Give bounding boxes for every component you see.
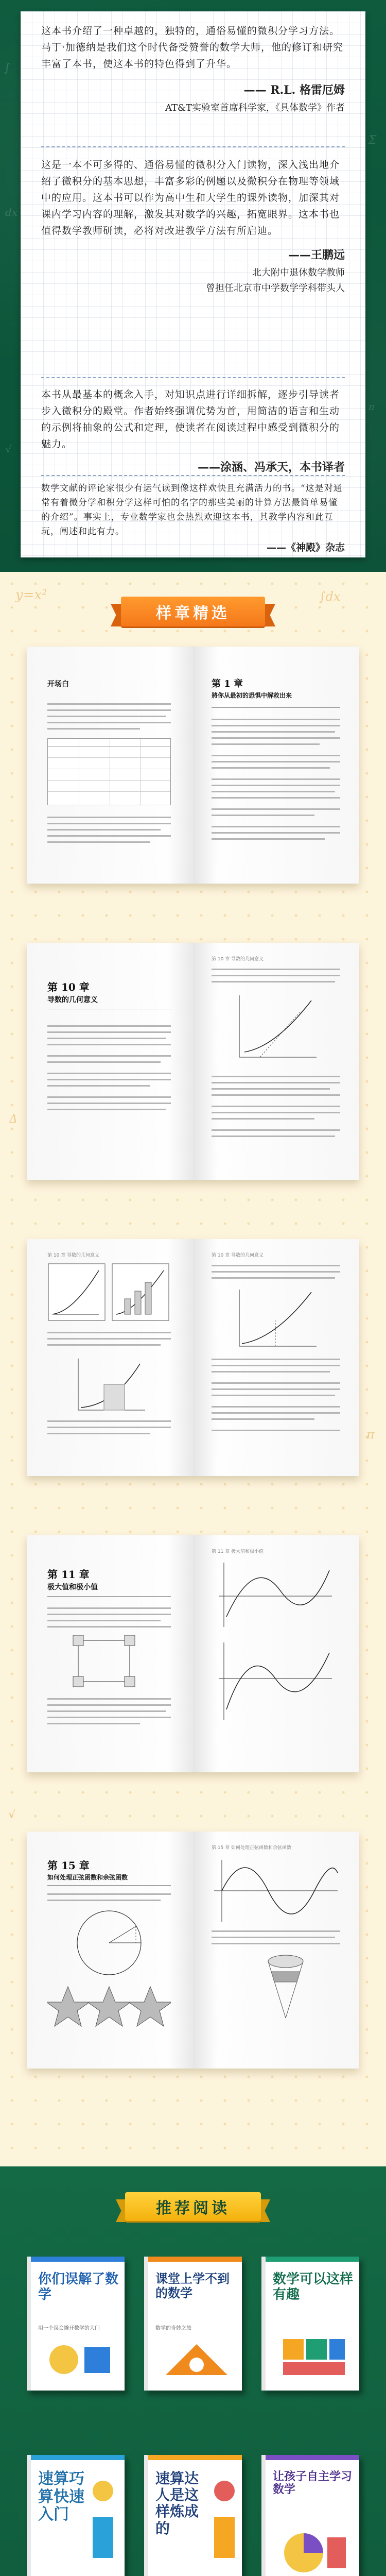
sample-spread-5 (27, 1832, 359, 2069)
book-cover-art (209, 2476, 240, 2576)
book-cover-art (278, 2334, 350, 2380)
chapter-title: 如何处理正弦函数和余弦函数 (47, 1874, 128, 1881)
book-cover-art (43, 2339, 115, 2380)
reviewer-name: ——涂涵、冯承天，本书译者 (197, 461, 345, 474)
book-title: 课堂上学不到的数学 (155, 2272, 230, 2300)
reviewer-role: AT&T实验室首席科学家，《具体数学》作者 (165, 103, 345, 113)
running-header: 第 10 章 导数的几何意义 (47, 1253, 100, 1258)
review-text: 这本书介绍了一种卓越的，独特的，通俗易懂的微积分学习方法。马丁·加德纳是我们这个时代备受赞誉的数学大师，他的修订和研究丰富了本书，使这本书的特色得到了升华。 (41, 25, 344, 70)
review-translators (41, 386, 345, 474)
review-graham (41, 23, 345, 114)
table-figure (47, 738, 171, 805)
chapter-title: 极大值和极小值 (47, 1583, 98, 1591)
book-title: 数学可以这样有趣 (273, 2272, 354, 2302)
sample-spread-1 (27, 647, 359, 884)
blackboard-section: ∫ dx Σ π √ 这本书介绍了一种卓越的，独特的，通俗易懂的微积分学习方法。马丁·加德纳是我们这个时代备受赞誉的数学大师，他的修订和研究丰富了本书，使这本书的特色得到了升华。 —— R.L. 格雷厄姆 AT&T实验室首席科学家，《具体数学》作者 这是一本不可多得的、通俗易懂的微积分入门读物，深入浅出地介绍了微积分的基本思想，丰富多彩的例题以及微积分在物理等领域中的应用。这本书可以作为高中生和大学生的课外读物，加深其对课内学习内容的理解，激发其对数学的兴趣，拓宽眼界。这本书也值得数学教师研读，必将对改进教学方法有所启迪。 ——王鹏远 北大附中退休数学教师 曾担任北京市中学数学学科带头人 本书从最基本的概念入手，对知识点进行详细拆解，逐步引导读者步入微积分的殿堂。作者始终强调优势为首，用简洁的语言和生动的示例将抽象的公式和定理，使读者在阅读过程中感受到微积分的魅力。 ——涂涵、冯承天，本书译者 数学文献的评论家很少有运气读到像这样欢快且充满活力的书。“这是对通常有着微分学和积分学这样可怕的名字的那些美丽的计算方法最简单易懂的介绍”。事实上，专业数学家也会热烈欢迎这本书，其教学内容和此互玩，阐述和此有力。 ——《神殿》杂志 (0, 0, 386, 572)
running-header: 第 10 章 导数的几何意义 (212, 1253, 264, 1258)
book-card[interactable] (261, 2257, 359, 2391)
book-title: 速算达人是这样炼成的 (155, 2470, 199, 2537)
book-card[interactable] (144, 2455, 242, 2576)
review-text: 数学文献的评论家很少有运气读到像这样欢快且充满活力的书。“这是对通常有着微分学和积分学这样可怕的名字的那些美丽的计算方法最简单易懂的介绍”。事实上，专业数学家也会热烈欢迎这本书，其教学内容和此互玩，阐述和此有力。 (41, 483, 343, 537)
book-title: 让孩子自主学习数学 (273, 2470, 353, 2497)
chapter-number: 第 11 章 (47, 1568, 90, 1581)
curve-figure (229, 990, 322, 1067)
max-min-figures (214, 1560, 337, 1725)
reviewer-role: 北大附中退休数学教师 (252, 267, 345, 278)
sine-figure (212, 1857, 340, 1924)
book-title: 速算巧算快速入门 (38, 2470, 84, 2523)
samples-section: y=x² ∫dx Δ π √ 样章精选 开场白 第 1 章 將你从最初的恐惧中解救出来 第 10 章 导数的几何意义 第 10 章 导数的几何意义 第 10 章 导数的几何意义 第 10 章 导数的几何意义 第 11 章 极大值和极小值 第 11 章 极大值和极小值 第 15 章 如何处理正弦函数和余弦函数 第 15 章 如何处理正弦函数和余弦函数 (0, 572, 386, 2166)
area-figures (47, 1263, 171, 1325)
sample-spread-4 (27, 1535, 359, 1772)
review-text: 本书从最基本的概念入手，对知识点进行详细拆解，逐步引导读者步入微积分的殿堂。作者始终强调优势为首，用简洁的语言和生动的示例将抽象的公式和定理，使读者在阅读过程中感受到微积分的魅力。 (41, 389, 340, 450)
chapter-number: 第 15 章 (47, 1859, 90, 1872)
chapter-title: 將你从最初的恐惧中解救出来 (212, 692, 292, 699)
book-subtitle: 用一个误会撬开数学的大门 (38, 2326, 100, 2331)
book-card[interactable] (27, 2455, 125, 2576)
reviewer-name: —— R.L. 格雷厄姆 (243, 83, 345, 97)
reco-title-ribbon (116, 2192, 270, 2224)
sample-spread-2 (27, 943, 359, 1180)
book-card[interactable] (261, 2455, 359, 2576)
chapter-number: 第 10 章 (47, 981, 90, 993)
divider (41, 146, 345, 147)
running-header: 第 11 章 极大值和极小值 (212, 1549, 264, 1554)
book-cover-art (278, 2527, 350, 2576)
star-figures (47, 1984, 171, 2030)
divider (41, 475, 345, 476)
book-card[interactable] (27, 2257, 125, 2391)
review-wang (41, 157, 345, 294)
sample-spread-3 (27, 1239, 359, 1476)
cone-figure (265, 1951, 306, 2023)
book-cover-art (87, 2476, 118, 2576)
box-figure (58, 1635, 161, 1692)
review-text: 这是一本不可多得的、通俗易懂的微积分入门读物，深入浅出地介绍了微积分的基本思想，丰富多彩的例题以及微积分在物理等领域中的应用。这本书可以作为高中生和大学生的课外读物，加深其对课内学习内容的理解，激发其对数学的兴趣，拓宽眼界。这本书也值得数学教师研读，必将对改进教学方法有所启迪。 (41, 159, 340, 236)
reviewer-name: ——王鹏远 (288, 248, 345, 262)
reviewer-role-2: 曾担任北京市中学数学学科带头人 (206, 283, 345, 294)
samples-title: 样章精选 (156, 604, 230, 622)
book-card[interactable] (144, 2257, 242, 2391)
running-header: 第 10 章 导数的几何意义 (212, 957, 264, 962)
review-magazine (41, 481, 345, 554)
book-subtitle: 数学的奇妙之旅 (155, 2326, 191, 2331)
chapter-number: 第 1 章 (212, 679, 243, 689)
recommended-section (0, 2166, 386, 2576)
divider (41, 377, 345, 378)
page-heading: 开场白 (47, 680, 69, 688)
reviewer-name: ——《神殿》杂志 (266, 542, 345, 553)
samples-title-ribbon (111, 597, 275, 633)
circle-figure (68, 1907, 150, 1979)
slope-figure (229, 1284, 322, 1351)
running-header: 第 15 章 如何处理正弦函数和余弦函数 (212, 1845, 292, 1851)
chapter-title: 导数的几何意义 (47, 996, 98, 1004)
book-cover-art (161, 2339, 233, 2380)
graph-figure (73, 1353, 150, 1415)
reco-title: 推荐阅读 (156, 2199, 230, 2217)
book-title: 你们误解了数学 (38, 2272, 119, 2302)
reviews-card (21, 11, 365, 557)
